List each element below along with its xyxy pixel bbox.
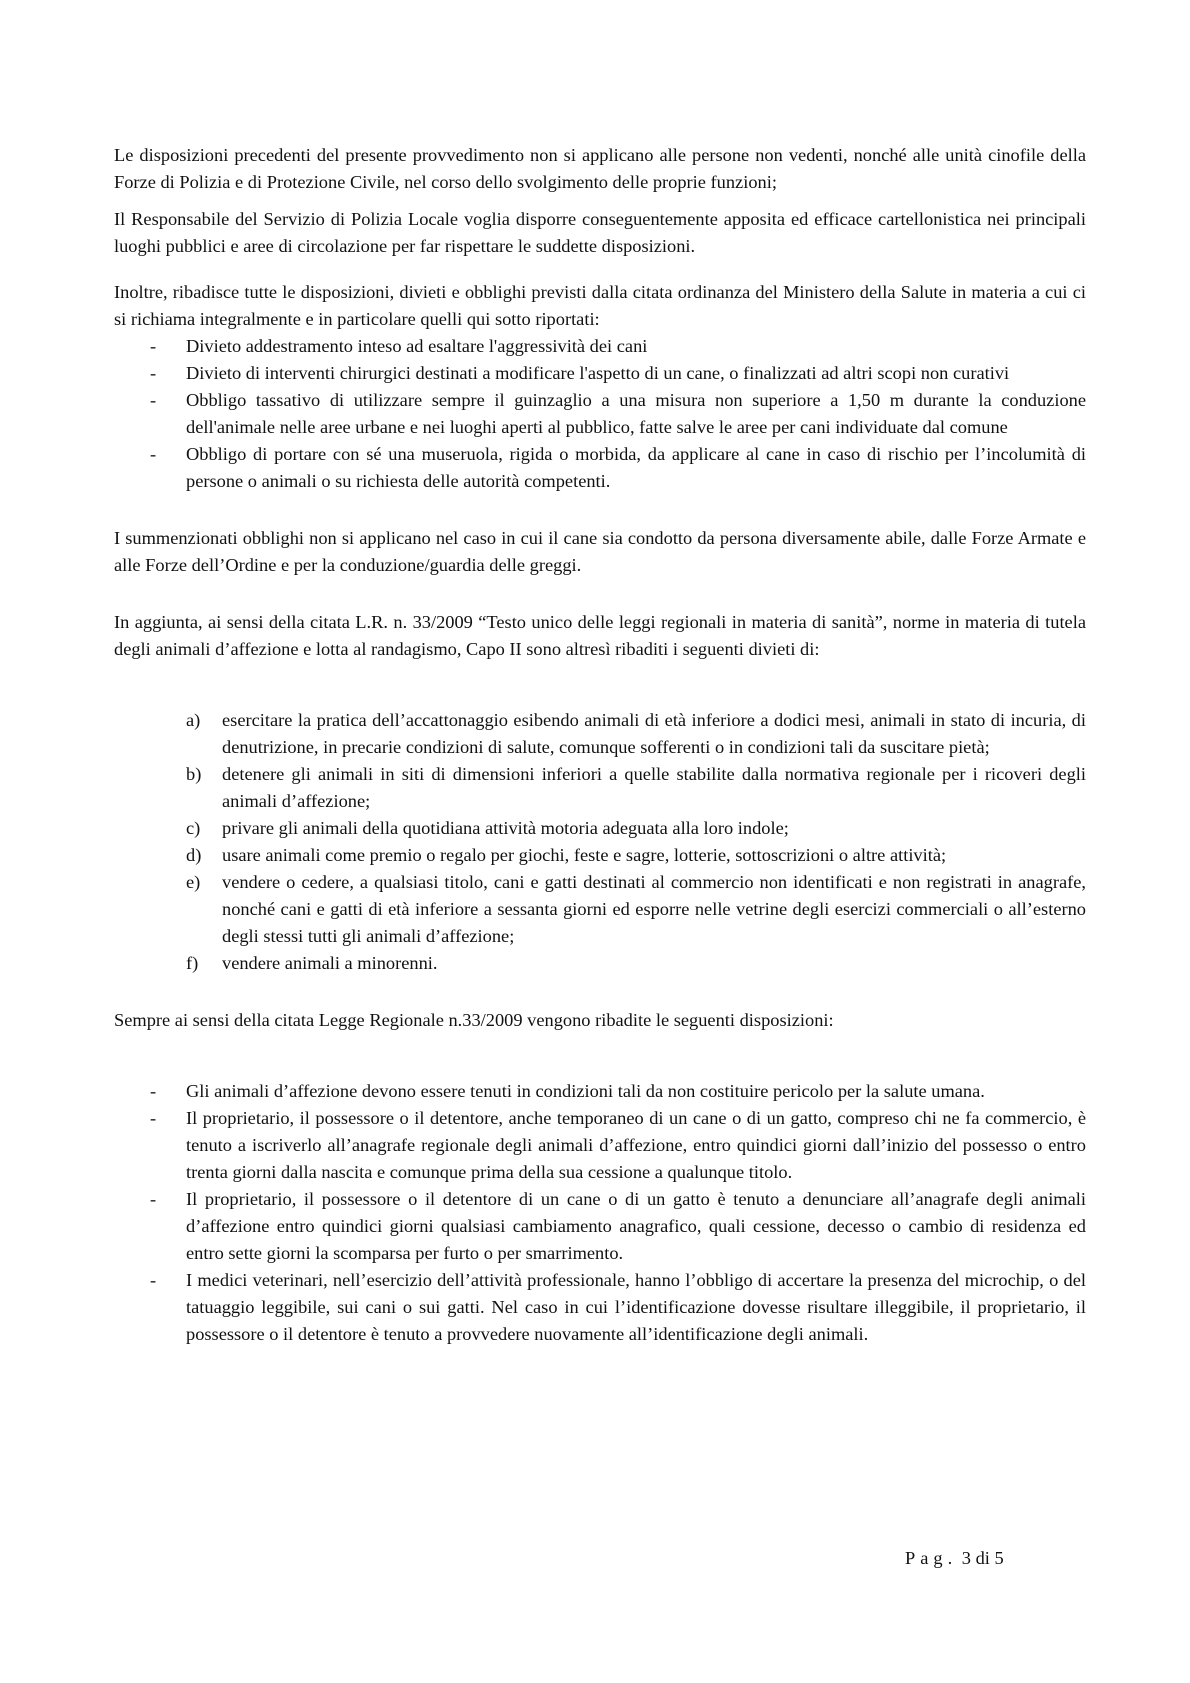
ministry-obligations-list bbox=[114, 333, 1086, 495]
list-item bbox=[114, 707, 1086, 761]
regional-dispositions-list bbox=[114, 1078, 1086, 1348]
list-item-text: esercitare la pratica dell’accattonaggio esibendo animali di età inferiore a dodici mesi, animali in stato di incuria, di denutrizione, in precarie condizioni di salute, comunque sofferenti o in condizioni tali da suscitare pietà; bbox=[222, 710, 1086, 757]
list-marker: - bbox=[150, 363, 157, 383]
list-item bbox=[114, 441, 1086, 495]
list-item bbox=[114, 815, 1086, 842]
list-item bbox=[114, 333, 1086, 360]
list-item-text: Divieto di interventi chirurgici destinati a modificare l'aspetto di un cane, o finalizzati ad altri scopi non curativi bbox=[186, 363, 1010, 383]
list-item-text: vendere animali a minorenni. bbox=[222, 953, 438, 973]
list-item-text: Gli animali d’affezione devono essere tenuti in condizioni tali da non costituire pericolo per la salute umana. bbox=[186, 1081, 985, 1101]
list-item bbox=[114, 1186, 1086, 1267]
list-item bbox=[114, 842, 1086, 869]
list-item bbox=[114, 1078, 1086, 1105]
list-item-text: detenere gli animali in siti di dimensioni inferiori a quelle stabilite dalla normativa regionale per i ricoveri degli animali d’affezione; bbox=[222, 764, 1086, 811]
list-marker: f) bbox=[186, 953, 199, 973]
list-marker: - bbox=[150, 390, 157, 410]
document-page bbox=[114, 142, 1086, 1348]
list-item-text: Obbligo di portare con sé una museruola, rigida o morbida, da applicare al cane in caso di rischio per l’incolumità di persone o animali o su richiesta delle autorità competenti. bbox=[186, 444, 1086, 491]
paragraph-obligation-exceptions: I summenzionati obblighi non si applicano nel caso in cui il cane sia condotto da persona diversamente abile, dalle Forze Armate e alle Forze dell’Ordine e per la conduzione/guardia delle greggi. bbox=[114, 528, 1086, 575]
list-item-text: Obbligo tassativo di utilizzare sempre il guinzaglio a una misura non superiore a 1,50 m durante la conduzione dell'animale nelle aree urbane e nei luoghi aperti al pubblico, fatte salve le aree per cani individuate dal comune bbox=[186, 390, 1086, 437]
list-marker: b) bbox=[186, 764, 202, 784]
paragraph-exemptions: Le disposizioni precedenti del presente provvedimento non si applicano alle persone non vedenti, nonché alle unità cinofile della Forze di Polizia e di Protezione Civile, nel corso dello svolgimento delle proprie funzioni; bbox=[114, 145, 1086, 192]
list-marker: a) bbox=[186, 710, 201, 730]
list-item-text: vendere o cedere, a qualsiasi titolo, cani e gatti destinati al commercio non identificati e non registrati in anagrafe, nonché cani e gatti di età inferiore a sessanta giorni ed esporre nelle vetrine degli esercizi commerciali o all’esterno degli stessi tutti gli animali d’affezione; bbox=[222, 872, 1086, 946]
list-marker: - bbox=[150, 1270, 157, 1290]
paragraph-signage: Il Responsabile del Servizio di Polizia Locale voglia disporre conseguentemente apposita ed efficace cartellonistica nei principali luoghi pubblici e aree di circolazione per far rispettare le suddette disposizioni. bbox=[114, 209, 1086, 256]
page-label: Pag. bbox=[905, 1548, 958, 1568]
paragraph-regional-dispositions-intro: Sempre ai sensi della citata Legge Regionale n.33/2009 vengono ribadite le seguenti disposizioni: bbox=[114, 1010, 834, 1030]
list-item bbox=[114, 1105, 1086, 1186]
list-item-text: Il proprietario, il possessore o il detentore di un cane o di un gatto è tenuto a denunciare all’anagrafe degli animali d’affezione entro quindici giorni qualsiasi cambiamento anagrafico, quali cessione, decesso o cambio di residenza ed entro sette giorni la scomparsa per furto o per smarrimento. bbox=[186, 1189, 1086, 1263]
page-number: 3 di 5 bbox=[961, 1548, 1004, 1568]
list-item bbox=[114, 387, 1086, 441]
list-item bbox=[114, 1267, 1086, 1348]
list-item bbox=[114, 950, 1086, 977]
list-item-text: Il proprietario, il possessore o il detentore, anche temporaneo di un cane o di un gatto, compreso chi ne fa commercio, è tenuto a iscriverlo all’anagrafe regionale degli animali d’affezione, entro quindici giorni dall’inizio del possesso o entro trenta giorni dalla nascita e comunque prima della sua cessione a qualunque titolo. bbox=[186, 1108, 1086, 1182]
list-marker: d) bbox=[186, 845, 202, 865]
list-marker: - bbox=[150, 1108, 157, 1128]
list-item bbox=[114, 761, 1086, 815]
list-item-text: Divieto addestramento inteso ad esaltare l'aggressività dei cani bbox=[186, 336, 648, 356]
paragraph-ministry-intro: Inoltre, ribadisce tutte le disposizioni, divieti e obblighi previsti dalla citata ordinanza del Ministero della Salute in materia a cui ci si richiama integralmente e in particolare quelli qui sotto riportati: bbox=[114, 282, 1086, 329]
list-marker: - bbox=[150, 444, 157, 464]
list-marker: e) bbox=[186, 872, 201, 892]
list-item-text: I medici veterinari, nell’esercizio dell’attività professionale, hanno l’obbligo di accertare la presenza del microchip, o del tatuaggio leggibile, sui cani o sui gatti. Nel caso in cui l’identificazione dovesse risultare illeggibile, il proprietario, il possessore o il detentore è tenuto a provvedere nuovamente all’identificazione degli animali. bbox=[186, 1270, 1086, 1344]
page-footer bbox=[905, 1548, 1004, 1569]
list-marker: - bbox=[150, 1189, 157, 1209]
list-marker: - bbox=[150, 336, 157, 356]
list-item-text: privare gli animali della quotidiana attività motoria adeguata alla loro indole; bbox=[222, 818, 789, 838]
paragraph-regional-law-intro: In aggiunta, ai sensi della citata L.R. n. 33/2009 “Testo unico delle leggi regionali in materia di sanità”, norme in materia di tutela degli animali d’affezione e lotta al randagismo, Capo II sono altresì ribaditi i seguenti divieti di: bbox=[114, 612, 1086, 659]
list-marker: c) bbox=[186, 818, 201, 838]
list-item-text: usare animali come premio o regalo per giochi, feste e sagre, lotterie, sottoscrizioni o altre attività; bbox=[222, 845, 947, 865]
list-item bbox=[114, 869, 1086, 950]
list-marker: - bbox=[150, 1081, 157, 1101]
prohibitions-list bbox=[114, 707, 1086, 977]
list-item bbox=[114, 360, 1086, 387]
